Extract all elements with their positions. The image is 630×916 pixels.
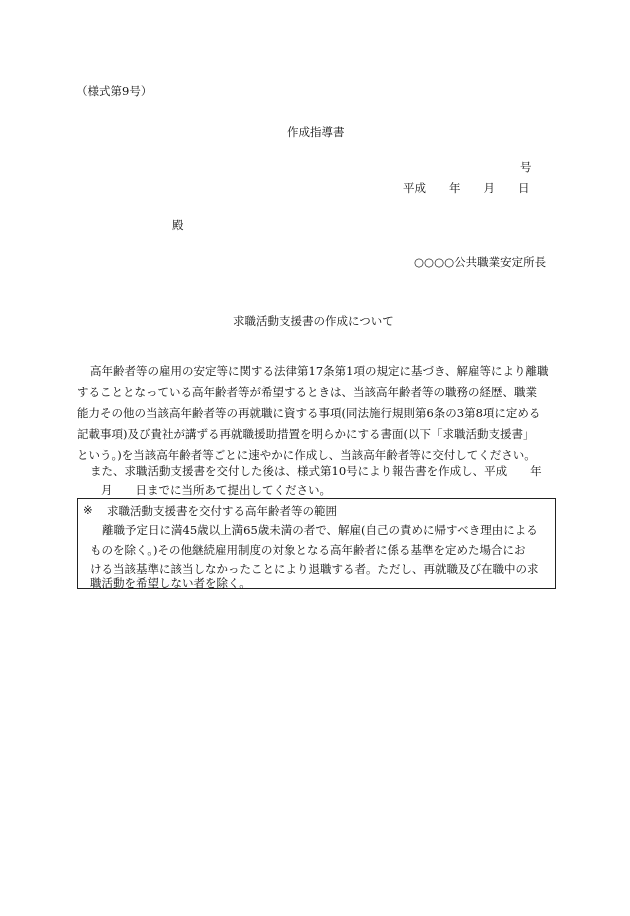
body-line: することとなっている高年齢者等が希望するときは、当該高年齢者等の職務の経歴、職業 xyxy=(77,385,537,399)
body-line: 能力その他の当該高年齢者等の再就職に資する事項(同法施行規則第6条の3第8項に定める xyxy=(77,406,541,420)
body-line: という。)を当該高年齢者等ごとに速やかに作成し、当該高年齢者等に交付してください。 xyxy=(77,448,536,462)
sender-name: ○○○○公共職業安定所長 xyxy=(414,255,547,269)
body-line: 月 日までに当所あて提出してください。 xyxy=(101,483,331,497)
notice-heading: 求職活動支援書を交付する高年齢者等の範囲 xyxy=(107,504,337,518)
body-line: 記載事項)及び貴社が講ずる再就職援助措置を明らかにする書面(以下「求職活動支援書」 xyxy=(77,427,535,441)
subject-line: 求職活動支援書の作成について xyxy=(233,314,394,328)
form-number: （様式第9号） xyxy=(76,84,153,98)
notice-line: ける当該基準に該当しなかったことにより退職する者。ただし、再就職及び在職中の求 xyxy=(90,562,539,576)
notice-line: 職活動を希望しない者を除く。 xyxy=(90,576,251,590)
notice-mark: ※ xyxy=(83,503,93,517)
notice-line: ものを除く。)その他継続雇用制度の対象となる高年齢者に係る基準を定めた場合にお xyxy=(90,543,526,557)
notice-box xyxy=(77,498,556,589)
document-number-label: 号 xyxy=(520,160,532,174)
body-line: 高年齢者等の雇用の安定等に関する法律第17条第1項の規定に基づき、解雇等により離職 xyxy=(90,364,549,378)
issue-date: 平成 年 月 日 xyxy=(403,181,530,195)
document-title: 作成指導書 xyxy=(287,125,345,139)
recipient-suffix: 殿 xyxy=(172,218,184,232)
notice-line: 離職予定日に満45歳以上満65歳未満の者で、解雇(自己の責めに帰すべき理由による xyxy=(102,523,538,537)
body-line: また、求職活動支援書を交付した後は、様式第10号により報告書を作成し、平成 年 xyxy=(90,464,542,478)
